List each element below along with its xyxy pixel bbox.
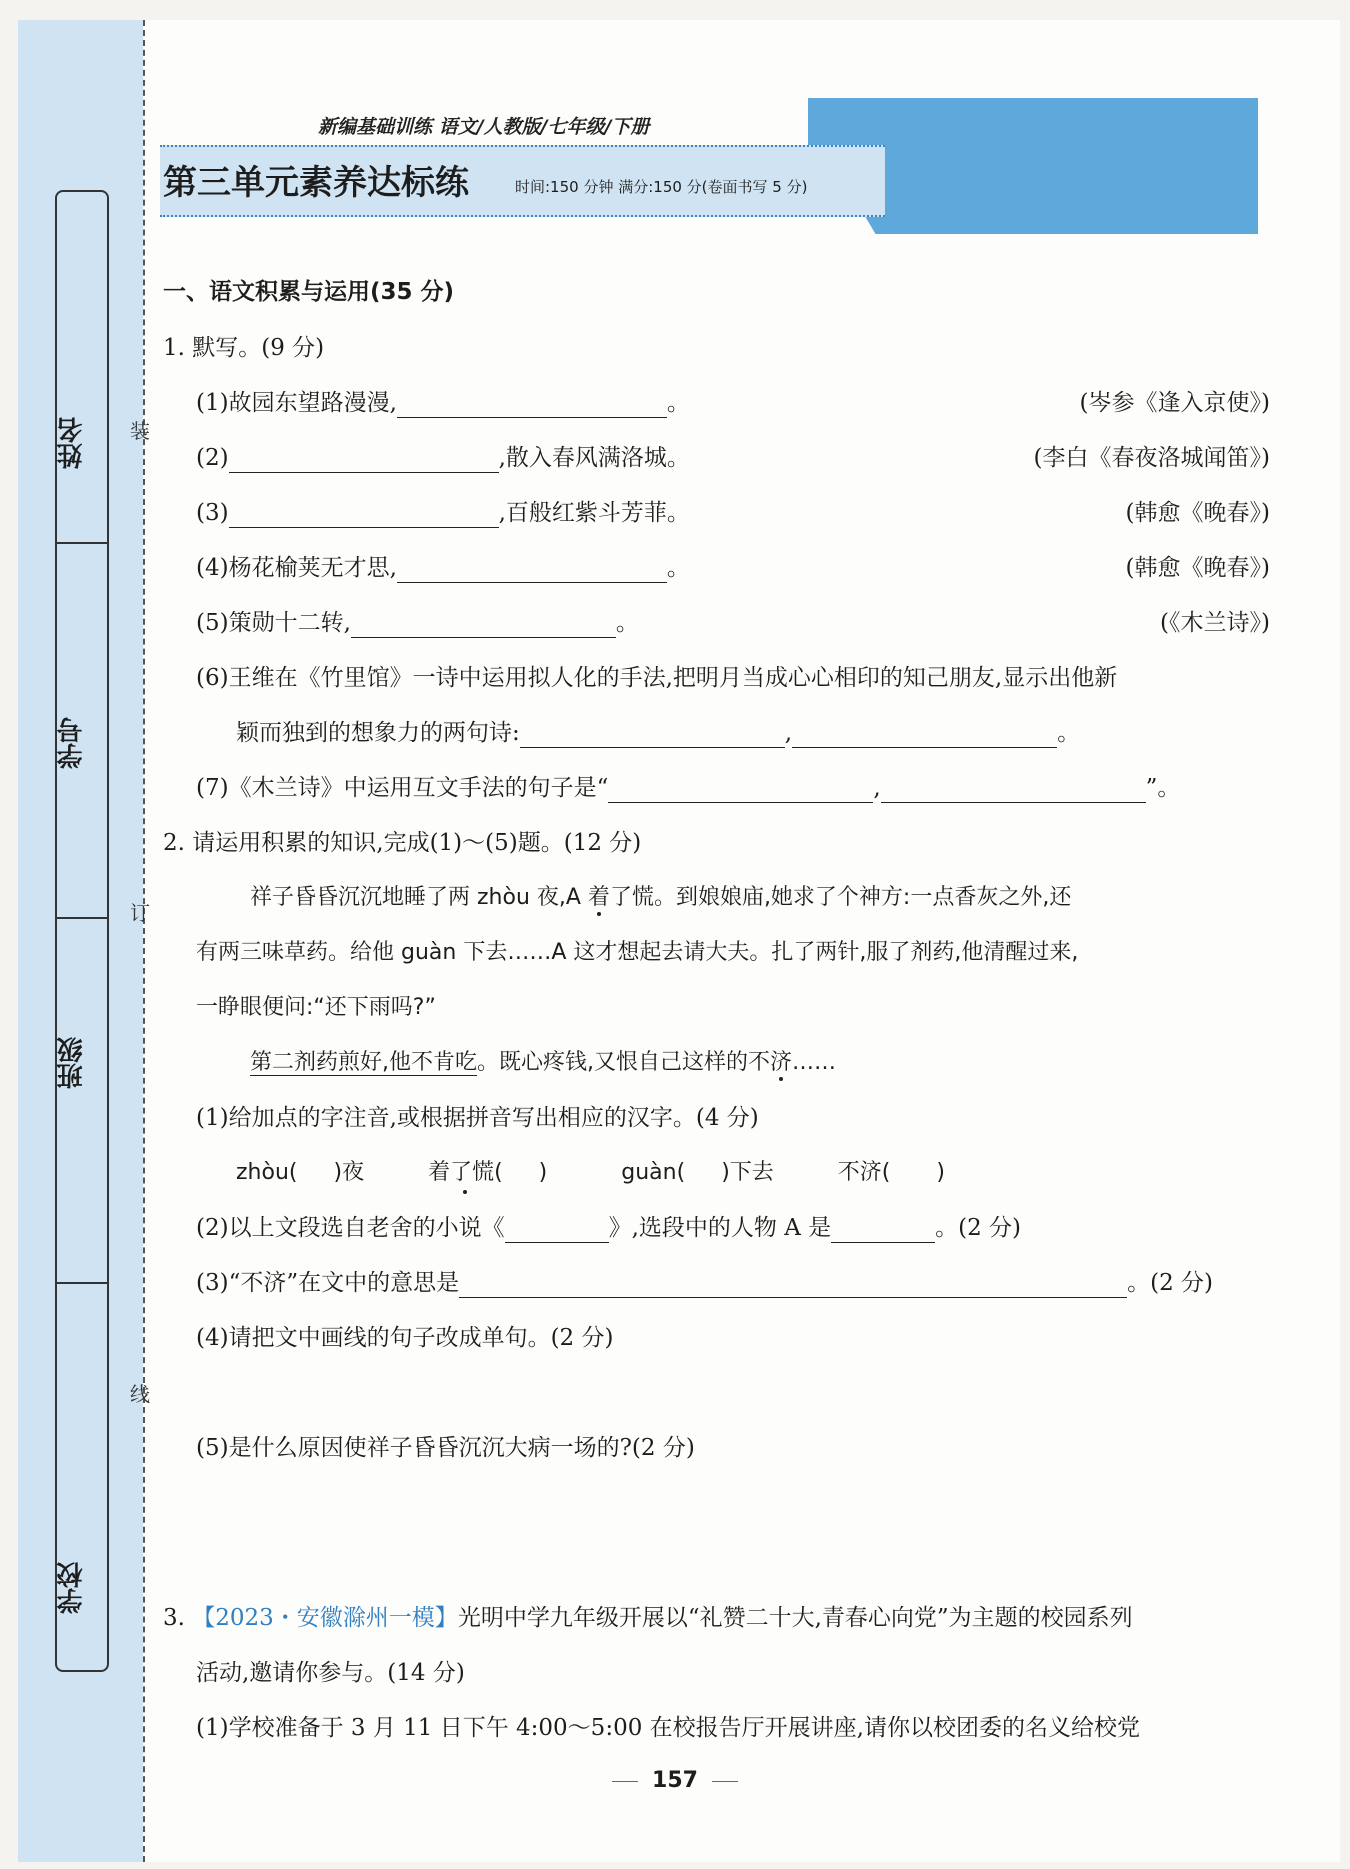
q3-line-1: 3. 【2023・安徽滁州一模】光明中学九年级开展以“礼赞二十大,青春心向党”为主题的校园系列 [163,1605,1133,1631]
answer-blank[interactable] [397,558,667,583]
answer-blank[interactable] [792,723,1057,748]
q1-item-1: (1)故园东望路漫漫, 。 [196,390,690,416]
section-heading: 一、语文积累与运用(35 分) [163,279,455,305]
answer-blank[interactable] [520,723,785,748]
q2-stem: 2. 请运用积累的知识,完成(1)～(5)题。(12 分) [163,830,642,856]
q1-item-4: (4)杨花榆荚无才思, 。 [196,555,690,581]
series-label: 新编基础训练 语文/人教版/七年级/下册 [318,116,650,138]
passage-line-3: 一睁眼便问:“还下雨吗?” [196,995,436,1020]
binding-mark-zhuang: 装 [130,419,150,443]
page-number: 157 [0,1768,1350,1793]
q1-source-2: (李白《春夜洛城闻笛》) [1033,445,1270,471]
page-title: 第三单元素养达标练 [163,163,469,203]
q2-sub-4: (4)请把文中画线的句子改成单句。(2 分) [196,1325,614,1351]
q2-sub-3: (3)“不济”在文中的意思是 。(2 分) [196,1270,1213,1296]
q1-source-4: (韩愈《晚春》) [1125,555,1270,581]
q1-item-6-line2: 颖而独到的想象力的两句诗: , 。 [236,720,1081,746]
info-divider [57,1282,107,1284]
passage-line-1: 祥子昏昏沉沉地睡了两 zhòu 夜,A 着了慌。到娘娘庙,她求了个神方:一点香灰之外,还 [250,885,1072,910]
q1-item-7: (7)《木兰诗》中运用互文手法的句子是“ , ”。 [196,775,1181,801]
q2-sub-5: (5)是什么原因使祥子昏昏沉沉大病一场的?(2 分) [196,1435,695,1461]
q1-source-1: (岑参《逢入京使》) [1079,390,1270,416]
info-divider [57,917,107,919]
q2-fill-row: zhòu( )夜 着了慌( ) guàn( )下去 不济( ) [236,1158,945,1188]
q1-item-2: (2) ,散入春风满洛城。 [196,445,690,471]
label-name: 姓名 [57,417,87,469]
binding-mark-xian: 线 [130,1382,150,1406]
answer-blank[interactable] [229,448,499,473]
q1-item-6-line1: (6)王维在《竹里馆》一诗中运用拟人化的手法,把明月当成心心相印的知己朋友,显示出他新 [196,665,1118,691]
passage-line-2: 有两三味草药。给他 guàn 下去……A 这才想起去请大夫。扎了两针,服了剂药,他清醒过来, [196,940,1079,965]
answer-blank[interactable] [505,1218,609,1243]
label-student-id: 学号 [57,717,87,769]
q3-line-3: (1)学校准备于 3 月 11 日下午 4:00～5:00 在校报告厅开展讲座,请你以校团委的名义给校党 [196,1715,1140,1741]
label-class: 班级 [57,1037,87,1089]
answer-blank[interactable] [881,778,1146,803]
q3-line-2: 活动,邀请你参与。(14 分) [196,1660,465,1686]
answer-blank[interactable] [351,613,616,638]
q1-stem: 1. 默写。(9 分) [163,335,325,361]
answer-blank[interactable] [229,503,499,528]
q1-source-5: (《木兰诗》) [1160,610,1270,636]
q1-item-3: (3) ,百般红紫斗芳菲。 [196,500,690,526]
info-divider [57,542,107,544]
answer-blank[interactable] [397,393,667,418]
label-school: 学校 [57,1562,87,1614]
student-info-box [55,190,109,1672]
binding-mark-ding: 订 [130,901,150,925]
dotted-char: 着了慌( [428,1158,503,1188]
q2-sub-1: (1)给加点的字注音,或根据拼音写出相应的汉字。(4 分) [196,1105,759,1131]
answer-blank[interactable] [459,1273,1127,1298]
q1-source-3: (韩愈《晚春》) [1125,500,1270,526]
exam-meta: 时间:150 分钟 满分:150 分(卷面书写 5 分) [515,178,808,196]
answer-blank[interactable] [608,778,873,803]
q1-item-5: (5)策勋十二转, 。 [196,610,639,636]
answer-blank[interactable] [831,1218,935,1243]
source-tag: 【2023・安徽滁州一模】 [192,1605,458,1631]
q2-sub-2: (2)以上文段选自老舍的小说《 》,选段中的人物 A 是 。(2 分) [196,1215,1022,1241]
passage-line-4: 第二剂药煎好,他不肯吃。既心疼钱,又恨自己这样的不济…… [250,1050,837,1075]
cut-line [143,20,145,1862]
underlined-sentence: 第二剂药煎好,他不肯吃 [250,1050,477,1075]
